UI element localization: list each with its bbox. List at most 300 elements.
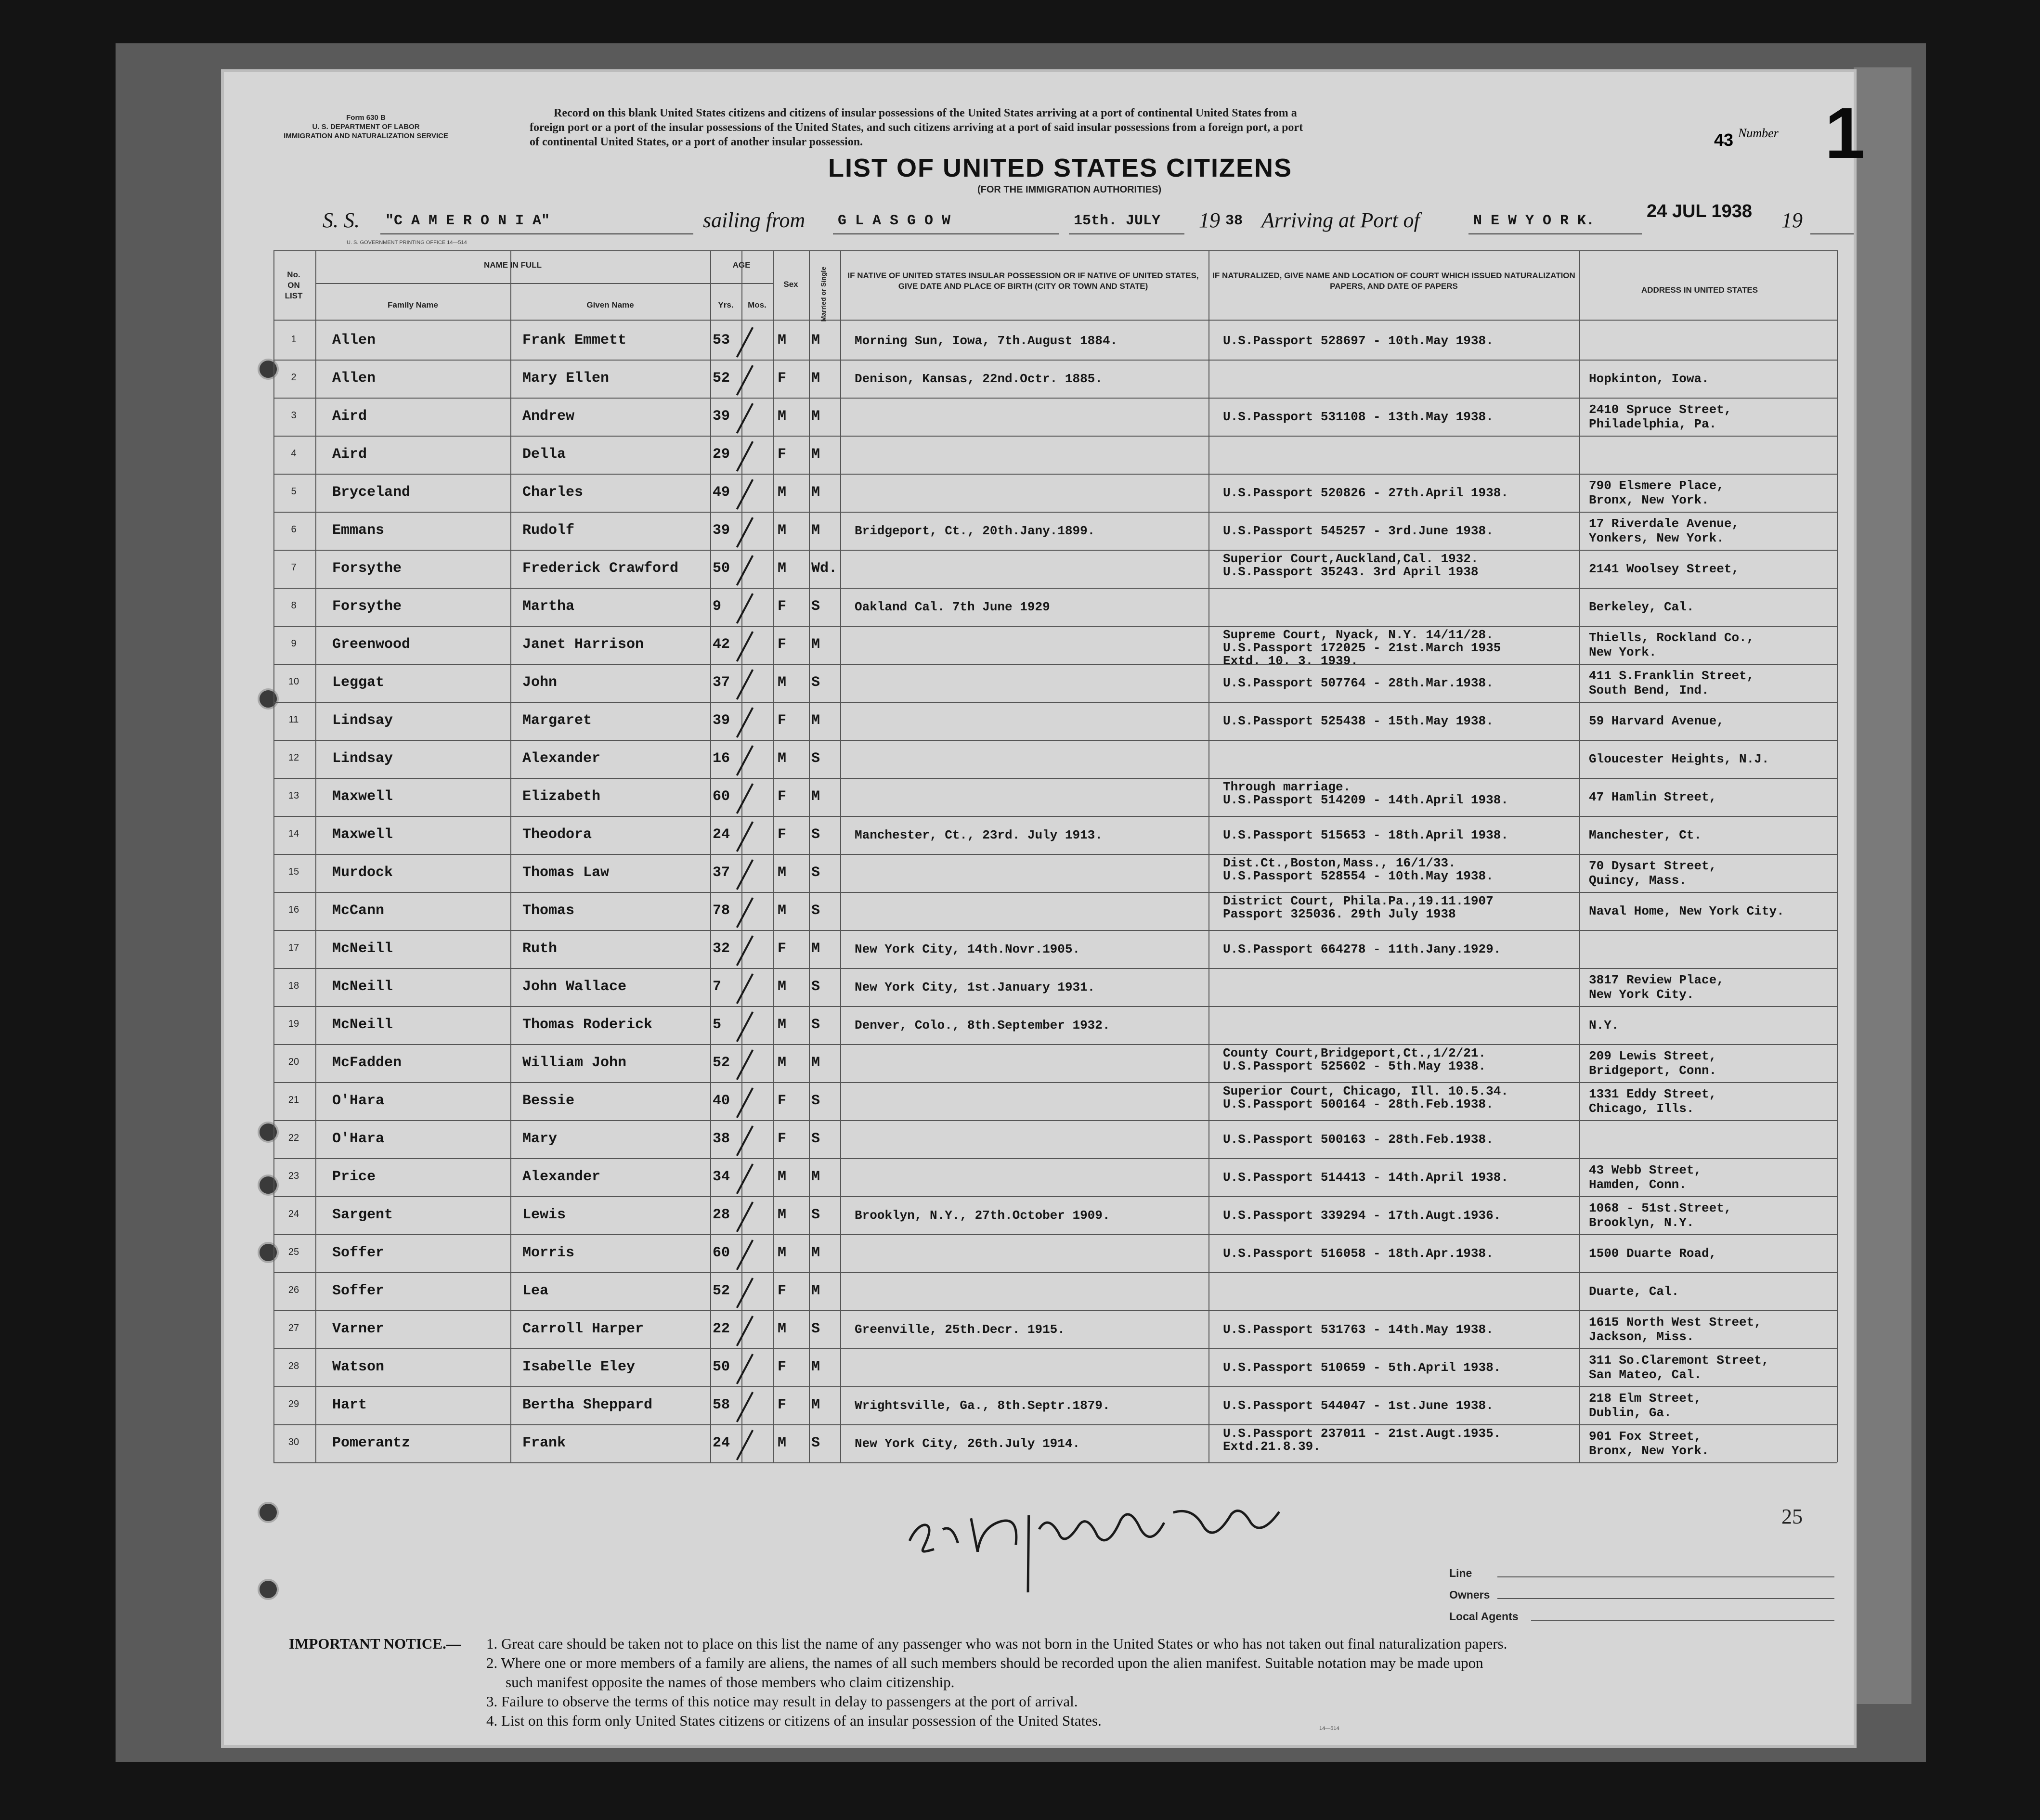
family-name: Forsythe: [332, 560, 402, 577]
age-years: 78: [713, 903, 730, 919]
row-number: 15: [288, 866, 299, 877]
family-name: Bryceland: [332, 484, 411, 501]
given-name: Elizabeth: [522, 788, 601, 805]
naturalization-record: U.S.Passport 525438 - 15th.May 1938.: [1223, 714, 1494, 728]
row-number: 7: [291, 562, 297, 573]
family-name: Allen: [332, 370, 376, 387]
us-address: 218 Elm Street,: [1589, 1391, 1702, 1406]
marital-status: S: [811, 1435, 820, 1451]
marital-status: M: [811, 484, 820, 501]
row-divider: [273, 360, 1837, 361]
sex: F: [778, 598, 787, 615]
list-prefix-number: 43: [1714, 130, 1734, 150]
binder-hole: [258, 359, 279, 380]
column-divider: [1579, 250, 1580, 1462]
marital-status: Wd.: [811, 560, 838, 577]
sex: F: [778, 636, 787, 653]
marital-status: M: [811, 408, 820, 425]
row-number: 6: [291, 524, 297, 535]
naturalization-record: Passport 325036. 29th July 1938: [1223, 907, 1456, 921]
age-years: 42: [713, 636, 730, 653]
given-name: Morris: [522, 1245, 575, 1261]
row-number: 28: [288, 1361, 299, 1371]
age-years: 52: [713, 1283, 730, 1299]
sex: F: [778, 1359, 787, 1375]
row-number: 5: [291, 486, 297, 497]
family-name: Lindsay: [332, 750, 393, 767]
us-address: 1331 Eddy Street,: [1589, 1087, 1717, 1101]
row-number: 1: [291, 334, 297, 345]
age-years: 49: [713, 484, 730, 501]
row-number: 4: [291, 448, 297, 459]
local-agents-field: [1531, 1620, 1834, 1621]
marital-status: M: [811, 1359, 820, 1375]
family-name: McNeill: [332, 941, 393, 957]
marital-status: S: [811, 598, 820, 615]
given-name: Della: [522, 446, 566, 463]
birth-place-date: Denison, Kansas, 22nd.Octr. 1885.: [855, 372, 1103, 386]
marital-status: M: [811, 332, 820, 349]
row-number: 2: [291, 372, 297, 383]
row-divider: [273, 854, 1837, 855]
marital-status: M: [811, 1283, 820, 1299]
binder-hole: [258, 1242, 279, 1263]
instruction-line: foreign port or a port of the insular possessions of the United States, and such citizens arriving at a port of said insular possessions from a foreign port, a port: [530, 121, 1303, 134]
family-name: Aird: [332, 446, 367, 463]
us-address: N.Y.: [1589, 1018, 1619, 1033]
birth-place-date: Denver, Colo., 8th.September 1932.: [855, 1018, 1110, 1033]
given-name: Lewis: [522, 1207, 566, 1223]
marital-status: S: [811, 865, 820, 881]
sex: M: [778, 674, 787, 691]
sex: M: [778, 750, 787, 767]
family-name: O'Hara: [332, 1131, 385, 1147]
age-years: 32: [713, 941, 730, 957]
us-address: Berkeley, Cal.: [1589, 600, 1694, 614]
row-divider: [273, 816, 1837, 817]
ship-underline: [380, 233, 693, 234]
form-id-block: [279, 113, 453, 141]
row-number: 8: [291, 600, 297, 611]
us-address: 1615 North West Street,: [1589, 1315, 1762, 1330]
naturalization-record: U.S.Passport 516058 - 18th.Apr.1938.: [1223, 1246, 1494, 1261]
header-divider: [273, 320, 1837, 321]
us-address: 47 Hamlin Street,: [1589, 790, 1717, 804]
age-years: 7: [713, 979, 722, 995]
header-age: AGE: [732, 260, 751, 270]
notice-body: [486, 1634, 1858, 1730]
page-count: 25: [1781, 1505, 1803, 1528]
naturalization-record: U.S.Passport 507764 - 28th.Mar.1938.: [1223, 676, 1494, 690]
family-name: Aird: [332, 408, 367, 425]
family-name: Pomerantz: [332, 1435, 411, 1451]
marital-status: M: [811, 1169, 820, 1185]
sex: F: [778, 1131, 787, 1147]
row-divider: [273, 1120, 1837, 1121]
row-number: 29: [288, 1399, 299, 1409]
family-name: McNeill: [332, 979, 393, 995]
header-given-name: Given Name: [586, 300, 634, 310]
naturalization-record: U.S.Passport 528697 - 10th.May 1938.: [1223, 334, 1494, 348]
marital-status: M: [811, 446, 820, 463]
marital-status: S: [811, 826, 820, 843]
marital-status: S: [811, 1131, 820, 1147]
us-address: Gloucester Heights, N.J.: [1589, 752, 1769, 766]
marital-status: M: [811, 370, 820, 387]
row-number: 23: [288, 1171, 299, 1181]
us-address: Duarte, Cal.: [1589, 1284, 1679, 1299]
naturalization-record: U.S.Passport 172025 - 21st.March 1935: [1223, 641, 1501, 655]
naturalization-record: Extd. 10. 3. 1939.: [1223, 654, 1358, 668]
instruction-line: Record on this blank United States citizens and citizens of insular possessions of the United States arriving at a port of continental United States from a: [554, 107, 1297, 119]
name-subheader-divider: [315, 283, 710, 284]
notice-item: 1. Great care should be taken not to place on this list the name of any passenger who was not born in the United States or who has not taken out final naturalization papers.: [486, 1635, 1507, 1652]
header-married-single: Married or Single: [819, 266, 827, 322]
row-divider: [273, 1044, 1837, 1045]
page-subtitle: (FOR THE IMMIGRATION AUTHORITIES): [977, 184, 1162, 195]
sex: F: [778, 712, 787, 729]
given-name: Margaret: [522, 712, 592, 729]
header-yrs: Yrs.: [718, 300, 734, 310]
birth-place-date: Brooklyn, N.Y., 27th.October 1909.: [855, 1208, 1110, 1223]
given-name: Charles: [522, 484, 584, 501]
us-address: Manchester, Ct.: [1589, 828, 1702, 842]
line-field: [1497, 1576, 1834, 1577]
us-address: 2141 Woolsey Street,: [1589, 562, 1740, 576]
family-name: Emmans: [332, 522, 385, 539]
row-divider: [273, 512, 1837, 513]
family-name: McFadden: [332, 1055, 402, 1071]
given-name: Thomas Law: [522, 865, 610, 881]
naturalization-record: U.S.Passport 500164 - 28th.Feb.1938.: [1223, 1097, 1494, 1111]
sex: M: [778, 1055, 787, 1071]
header-address: ADDRESS IN UNITED STATES: [1641, 285, 1758, 295]
given-name: Mary Ellen: [522, 370, 610, 387]
row-number: 12: [288, 752, 299, 763]
row-divider: [273, 740, 1837, 741]
naturalization-record: U.S.Passport 514413 - 14th.April 1938.: [1223, 1170, 1508, 1185]
row-divider: [273, 1006, 1837, 1007]
departure-date: 15th. JULY: [1074, 213, 1161, 229]
sex: F: [778, 1093, 787, 1109]
marital-status: S: [811, 674, 820, 691]
owners-label: Owners: [1449, 1588, 1490, 1601]
naturalization-record: U.S.Passport 500163 - 28th.Feb.1938.: [1223, 1132, 1494, 1147]
sex: M: [778, 1169, 787, 1185]
column-divider: [710, 250, 711, 1462]
marital-status: S: [811, 1093, 820, 1109]
year-label: 19: [1199, 208, 1220, 232]
column-divider: [1208, 250, 1209, 1462]
row-divider: [273, 1424, 1837, 1425]
birth-place-date: Bridgeport, Ct., 20th.Jany.1899.: [855, 524, 1095, 538]
age-years: 50: [713, 560, 730, 577]
arrival-port: N E W Y O R K.: [1473, 213, 1595, 229]
us-address: 311 So.Claremont Street,: [1589, 1353, 1769, 1368]
header-family-name: Family Name: [388, 300, 438, 310]
binder-hole: [258, 1502, 279, 1523]
age-years: 5: [713, 1017, 722, 1033]
column-divider: [741, 250, 742, 1462]
marital-status: M: [811, 1055, 820, 1071]
header-naturalized: IF NATURALIZED, GIVE NAME AND LOCATION OF COURT WHICH ISSUED NATURALIZATION PAPERS, AND DATE OF PAPERS: [1212, 271, 1575, 291]
age-years: 34: [713, 1169, 730, 1185]
family-name: Soffer: [332, 1245, 385, 1261]
row-divider: [273, 1082, 1837, 1083]
form-service: IMMIGRATION AND NATURALIZATION SERVICE: [284, 132, 448, 140]
naturalization-record: U.S.Passport 237011 - 21st.Augt.1935.: [1223, 1426, 1501, 1441]
row-number: 13: [288, 790, 299, 801]
marital-status: M: [811, 636, 820, 653]
marital-status: S: [811, 1207, 820, 1223]
notice-item: such manifest opposite the names of those members who claim citizenship.: [506, 1674, 955, 1691]
row-divider: [273, 1310, 1837, 1311]
given-name: John Wallace: [522, 979, 627, 995]
age-years: 38: [713, 1131, 730, 1147]
departure-underline: [833, 233, 1059, 234]
row-number: 19: [288, 1019, 299, 1029]
us-address: Brooklyn, N.Y.: [1589, 1215, 1694, 1230]
column-divider: [840, 250, 841, 1462]
binder-hole: [258, 1122, 279, 1143]
row-number: 11: [288, 714, 299, 725]
arriving-label: Arriving at Port of: [1261, 208, 1420, 232]
year-end-underline: [1810, 233, 1854, 234]
row-divider: [273, 588, 1837, 589]
binder-hole: [258, 1175, 279, 1196]
column-divider: [809, 250, 810, 1462]
naturalization-record: Supreme Court, Nyack, N.Y. 14/11/28.: [1223, 628, 1494, 642]
row-number: 14: [288, 828, 299, 839]
line-label: Line: [1449, 1567, 1472, 1579]
owners-field: [1497, 1598, 1834, 1599]
given-name: William John: [522, 1055, 627, 1071]
form-number: Form 630 B: [346, 114, 386, 122]
naturalization-record: U.S.Passport 664278 - 11th.Jany.1929.: [1223, 942, 1501, 956]
us-address: 2410 Spruce Street,: [1589, 402, 1732, 417]
header-sex: Sex: [783, 280, 798, 289]
sex: M: [778, 522, 787, 539]
row-divider: [273, 930, 1837, 931]
notice-item: 3. Failure to observe the terms of this notice may result in delay to passengers at the port of arrival.: [486, 1693, 1078, 1710]
row-divider: [273, 398, 1837, 399]
form-instructions: [530, 106, 1632, 149]
row-number: 22: [288, 1133, 299, 1143]
family-name: Varner: [332, 1321, 385, 1337]
birth-place-date: New York City, 14th.Novr.1905.: [855, 942, 1080, 956]
row-number: 3: [291, 410, 297, 421]
row-number: 21: [288, 1095, 299, 1105]
marital-status: M: [811, 712, 820, 729]
background-sheet-edge: [1854, 67, 1911, 1704]
given-name: Frederick Crawford: [522, 560, 679, 577]
given-name: Janet Harrison: [522, 636, 644, 653]
marital-status: M: [811, 788, 820, 805]
birth-place-date: Manchester, Ct., 23rd. July 1913.: [855, 828, 1103, 842]
naturalization-record: U.S.Passport 339294 - 17th.Augt.1936.: [1223, 1208, 1501, 1223]
row-number: 20: [288, 1057, 299, 1067]
date-underline: [1069, 233, 1184, 234]
given-name: Carroll Harper: [522, 1321, 644, 1337]
age-years: 37: [713, 674, 730, 691]
given-name: Bessie: [522, 1093, 575, 1109]
age-years: 58: [713, 1397, 730, 1413]
us-address: Bridgeport, Conn.: [1589, 1063, 1717, 1078]
sex: F: [778, 788, 787, 805]
given-name: Thomas: [522, 903, 575, 919]
table-border-bottom: [273, 1462, 1837, 1463]
given-name: Rudolf: [522, 522, 575, 539]
row-number: 9: [291, 638, 297, 649]
family-name: Maxwell: [332, 826, 393, 843]
age-years: 52: [713, 370, 730, 387]
sailing-label: sailing from: [703, 208, 806, 232]
family-name: McNeill: [332, 1017, 393, 1033]
sex: F: [778, 1397, 787, 1413]
notice-item: 2. Where one or more members of a family are aliens, the names of all such members should be recorded upon the alien manifest. Suitable notation may be made upon: [486, 1654, 1483, 1671]
naturalization-record: U.S.Passport 531108 - 13th.May 1938.: [1223, 410, 1494, 424]
given-name: Theodora: [522, 826, 592, 843]
departure-year: 38: [1225, 213, 1243, 229]
column-divider: [1837, 250, 1838, 1462]
us-address: 209 Lewis Street,: [1589, 1049, 1717, 1063]
us-address: Naval Home, New York City.: [1589, 904, 1784, 918]
age-years: 52: [713, 1055, 730, 1071]
given-name: Thomas Roderick: [522, 1017, 653, 1033]
birth-place-date: Greenville, 25th.Decr. 1915.: [855, 1322, 1065, 1337]
given-name: Frank Emmett: [522, 332, 627, 349]
header-no-on-list: No. ON LIST: [285, 270, 303, 300]
ss-label: S. S.: [323, 208, 360, 232]
form-department: U. S. DEPARTMENT OF LABOR: [312, 123, 420, 131]
us-address: Philadelphia, Pa.: [1589, 417, 1717, 431]
given-name: John: [522, 674, 558, 691]
family-name: Greenwood: [332, 636, 411, 653]
age-years: 53: [713, 332, 730, 349]
sex: F: [778, 941, 787, 957]
naturalization-record: U.S.Passport 531763 - 14th.May 1938.: [1223, 1322, 1494, 1337]
naturalization-record: U.S.Passport 528554 - 10th.May 1938.: [1223, 869, 1494, 883]
family-name: Price: [332, 1169, 376, 1185]
marital-status: S: [811, 1321, 820, 1337]
us-address: Yonkers, New York.: [1589, 531, 1724, 545]
officer-signature: [903, 1482, 1302, 1607]
sex: M: [778, 408, 787, 425]
naturalization-record: U.S.Passport 514209 - 14th.April 1938.: [1223, 793, 1508, 807]
naturalization-record: U.S.Passport 35243. 3rd April 1938: [1223, 565, 1479, 579]
age-years: 40: [713, 1093, 730, 1109]
table-border-top: [273, 250, 1837, 251]
column-divider: [273, 250, 274, 1462]
column-divider: [773, 250, 774, 1462]
marital-status: S: [811, 979, 820, 995]
naturalization-record: U.S.Passport 545257 - 3rd.June 1938.: [1223, 524, 1494, 538]
sex: M: [778, 903, 787, 919]
row-divider: [273, 1234, 1837, 1235]
family-name: McCann: [332, 903, 385, 919]
us-address: 1500 Duarte Road,: [1589, 1246, 1717, 1261]
naturalization-record: County Court,Bridgeport,Ct.,1/2/21.: [1223, 1046, 1486, 1060]
row-divider: [273, 1158, 1837, 1159]
family-name: Leggat: [332, 674, 385, 691]
ship-name: "C A M E R O N I A": [385, 213, 550, 229]
row-divider: [273, 968, 1837, 969]
given-name: Alexander: [522, 1169, 601, 1185]
row-number: 18: [288, 981, 299, 991]
notice-heading: IMPORTANT NOTICE.—: [289, 1635, 461, 1652]
given-name: Isabelle Eley: [522, 1359, 636, 1375]
column-divider: [510, 250, 511, 1462]
us-address: Chicago, Ills.: [1589, 1101, 1694, 1116]
row-divider: [273, 1196, 1837, 1197]
row-divider: [273, 550, 1837, 551]
age-years: 22: [713, 1321, 730, 1337]
signature-scribble: [903, 1482, 1302, 1599]
us-address: New York City.: [1589, 987, 1694, 1002]
us-address: South Bend, Ind.: [1589, 683, 1709, 697]
notice-code: 14—514: [1319, 1726, 1339, 1731]
sex: M: [778, 332, 787, 349]
age-years: 16: [713, 750, 730, 767]
us-address: Jackson, Miss.: [1589, 1330, 1694, 1344]
row-number: 26: [288, 1285, 299, 1295]
age-years: 50: [713, 1359, 730, 1375]
sex: M: [778, 1245, 787, 1261]
naturalization-record: Superior Court,Auckland,Cal. 1932.: [1223, 552, 1479, 566]
us-address: Hamden, Conn.: [1589, 1177, 1687, 1192]
row-number: 25: [288, 1247, 299, 1257]
age-years: 60: [713, 1245, 730, 1261]
page-title: LIST OF UNITED STATES CITIZENS: [828, 154, 1292, 182]
family-name: Lindsay: [332, 712, 393, 729]
family-name: Watson: [332, 1359, 385, 1375]
row-divider: [273, 436, 1837, 437]
binder-hole: [258, 1579, 279, 1600]
naturalization-record: U.S.Passport 520826 - 27th.April 1938.: [1223, 486, 1508, 500]
us-address: 43 Webb Street,: [1589, 1163, 1702, 1177]
sex: F: [778, 370, 787, 387]
departure-port: G L A S G O W: [838, 213, 951, 229]
marital-status: M: [811, 522, 820, 539]
sex: M: [778, 484, 787, 501]
us-address: Bronx, New York.: [1589, 1444, 1709, 1458]
us-address: Dublin, Ga.: [1589, 1406, 1672, 1420]
given-name: Alexander: [522, 750, 601, 767]
arrival-date-stamp: 24 JUL 1938: [1647, 201, 1753, 221]
us-address: 59 Harvard Avenue,: [1589, 714, 1724, 728]
sex: M: [778, 865, 787, 881]
us-address: Hopkinton, Iowa.: [1589, 372, 1709, 386]
age-years: 29: [713, 446, 730, 463]
naturalization-record: U.S.Passport 515653 - 18th.April 1938.: [1223, 828, 1508, 842]
column-divider: [315, 250, 316, 1462]
us-address: 70 Dysart Street,: [1589, 859, 1717, 873]
family-name: Soffer: [332, 1283, 385, 1299]
naturalization-record: U.S.Passport 525602 - 5th.May 1938.: [1223, 1059, 1486, 1073]
sex: M: [778, 1435, 787, 1451]
us-address: 17 Riverdale Avenue,: [1589, 516, 1740, 531]
naturalization-record: Dist.Ct.,Boston,Mass., 16/1/33.: [1223, 856, 1456, 870]
age-years: 39: [713, 522, 730, 539]
us-address: San Mateo, Cal.: [1589, 1368, 1702, 1382]
given-name: Bertha Sheppard: [522, 1397, 653, 1413]
naturalization-record: Extd.21.8.39.: [1223, 1439, 1321, 1454]
row-divider: [273, 702, 1837, 703]
family-name: O'Hara: [332, 1093, 385, 1109]
row-divider: [273, 474, 1837, 475]
sex: M: [778, 560, 787, 577]
header-birth: IF NATIVE OF UNITED STATES INSULAR POSSESSION OR IF NATIVE OF UNITED STATES, GIVE DATE AND PLACE OF BIRTH (CITY OR TOWN AND STATE): [847, 271, 1199, 291]
